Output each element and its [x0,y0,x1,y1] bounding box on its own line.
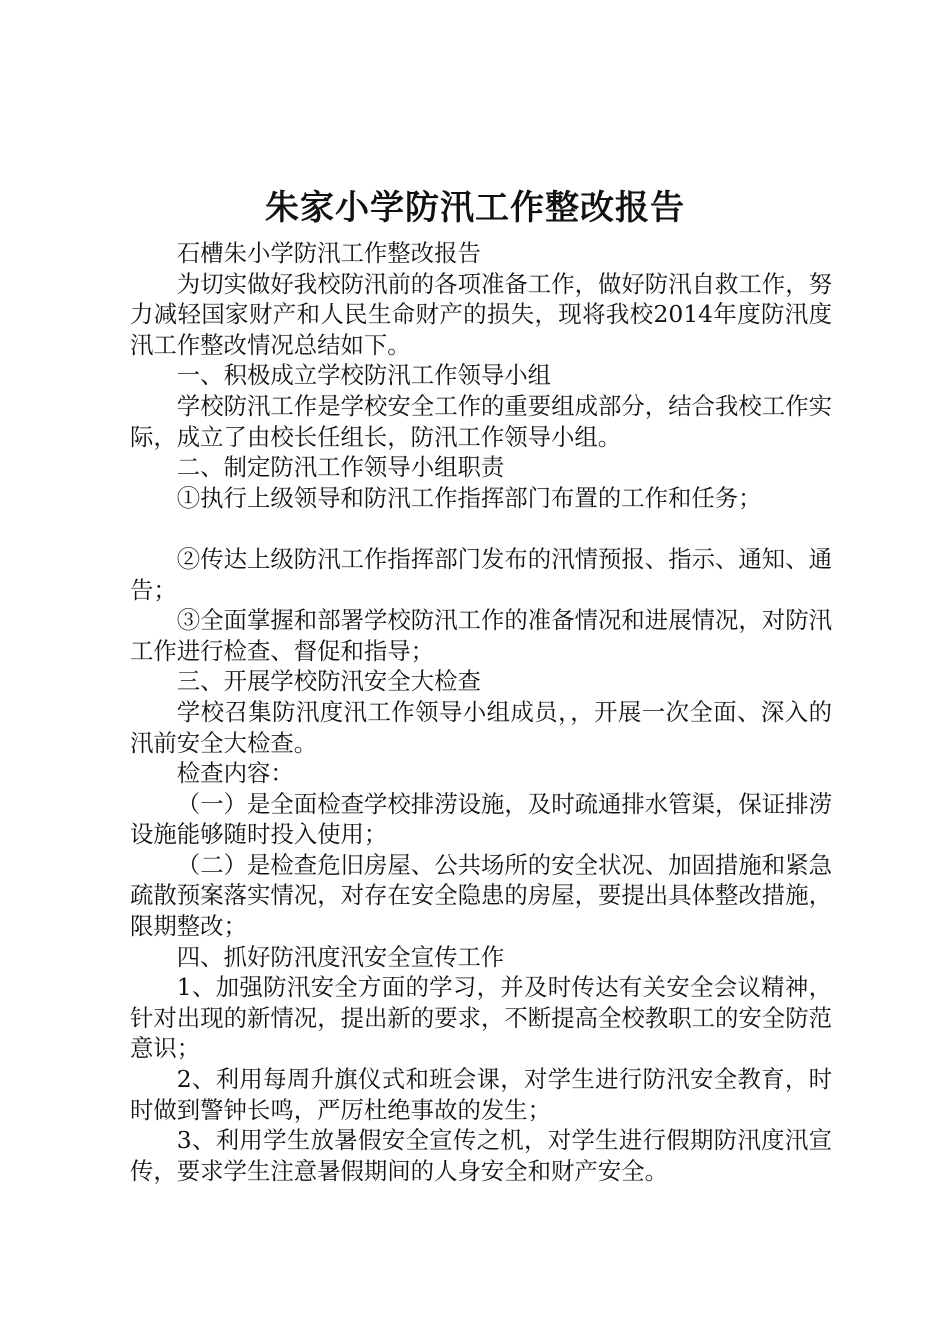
section-heading-2: 二、制定防汛工作领导小组职责 [176,453,505,482]
inspection-item-2: （二）是检查危旧房屋、公共场所的安全状况、加固措施和紧急疏散预案落实情况，对存在安全隐患的房屋，要提出具体整改措施，限期整改； [130,850,832,941]
inspection-item-1: （一）是全面检查学校排涝设施，及时疏通排水管渠，保证排涝设施能够随时投入使用； [130,789,832,849]
paragraph: 学校防汛工作是学校安全工作的重要组成部分，结合我校工作实际，成立了由校长任组长，防汛工作领导小组。 [130,391,832,451]
paragraph-subtitle: 石槽朱小学防汛工作整改报告 [176,239,481,267]
duty-item-1: ①执行上级领导和防汛工作指挥部门布置的工作和任务； [176,483,762,512]
publicity-item-2: 2、利用每周升旗仪式和班会课，对学生进行防汛安全教育，时时做到警钟长鸣，严厉杜绝事故的发生； [130,1065,832,1124]
duty-item-3: ③全面掌握和部署学校防汛工作的准备情况和进展情况，对防汛工作进行检查、督促和指导； [130,606,832,665]
paragraph-intro: 为切实做好我校防汛前的各项准备工作，做好防汛自救工作，努力减轻国家财产和人民生命财产的损失，现将我校2014年度防汛度汛工作整改情况总结如下。 [130,269,832,359]
publicity-item-3: 3、利用学生放暑假安全宣传之机，对学生进行假期防汛度汛宣传，要求学生注意暑假期间的人身安全和财产安全。 [130,1126,832,1185]
paragraph: 学校召集防汛度汛工作领导小组成员，，开展一次全面、深入的汛前安全大检查。 [130,697,832,757]
duty-item-2: ②传达上级防汛工作指挥部门发布的汛情预报、指示、通知、通告； [130,544,832,604]
section-heading-3: 三、开展学校防汛安全大检查 [176,667,481,696]
section-heading-1: 一、积极成立学校防汛工作领导小组 [176,361,552,390]
document-body [130,238,832,1186]
publicity-item-1: 1、加强防汛安全方面的学习，并及时传达有关安全会议精神，针对出现的新情况，提出新的要求，不断提高全校教职工的安全防范意识； [130,973,832,1063]
document-title: 朱家小学防汛工作整改报告 [265,188,685,228]
inspection-label: 检查内容： [176,759,294,788]
section-heading-4: 四、抓好防汛度汛安全宣传工作 [176,942,505,971]
